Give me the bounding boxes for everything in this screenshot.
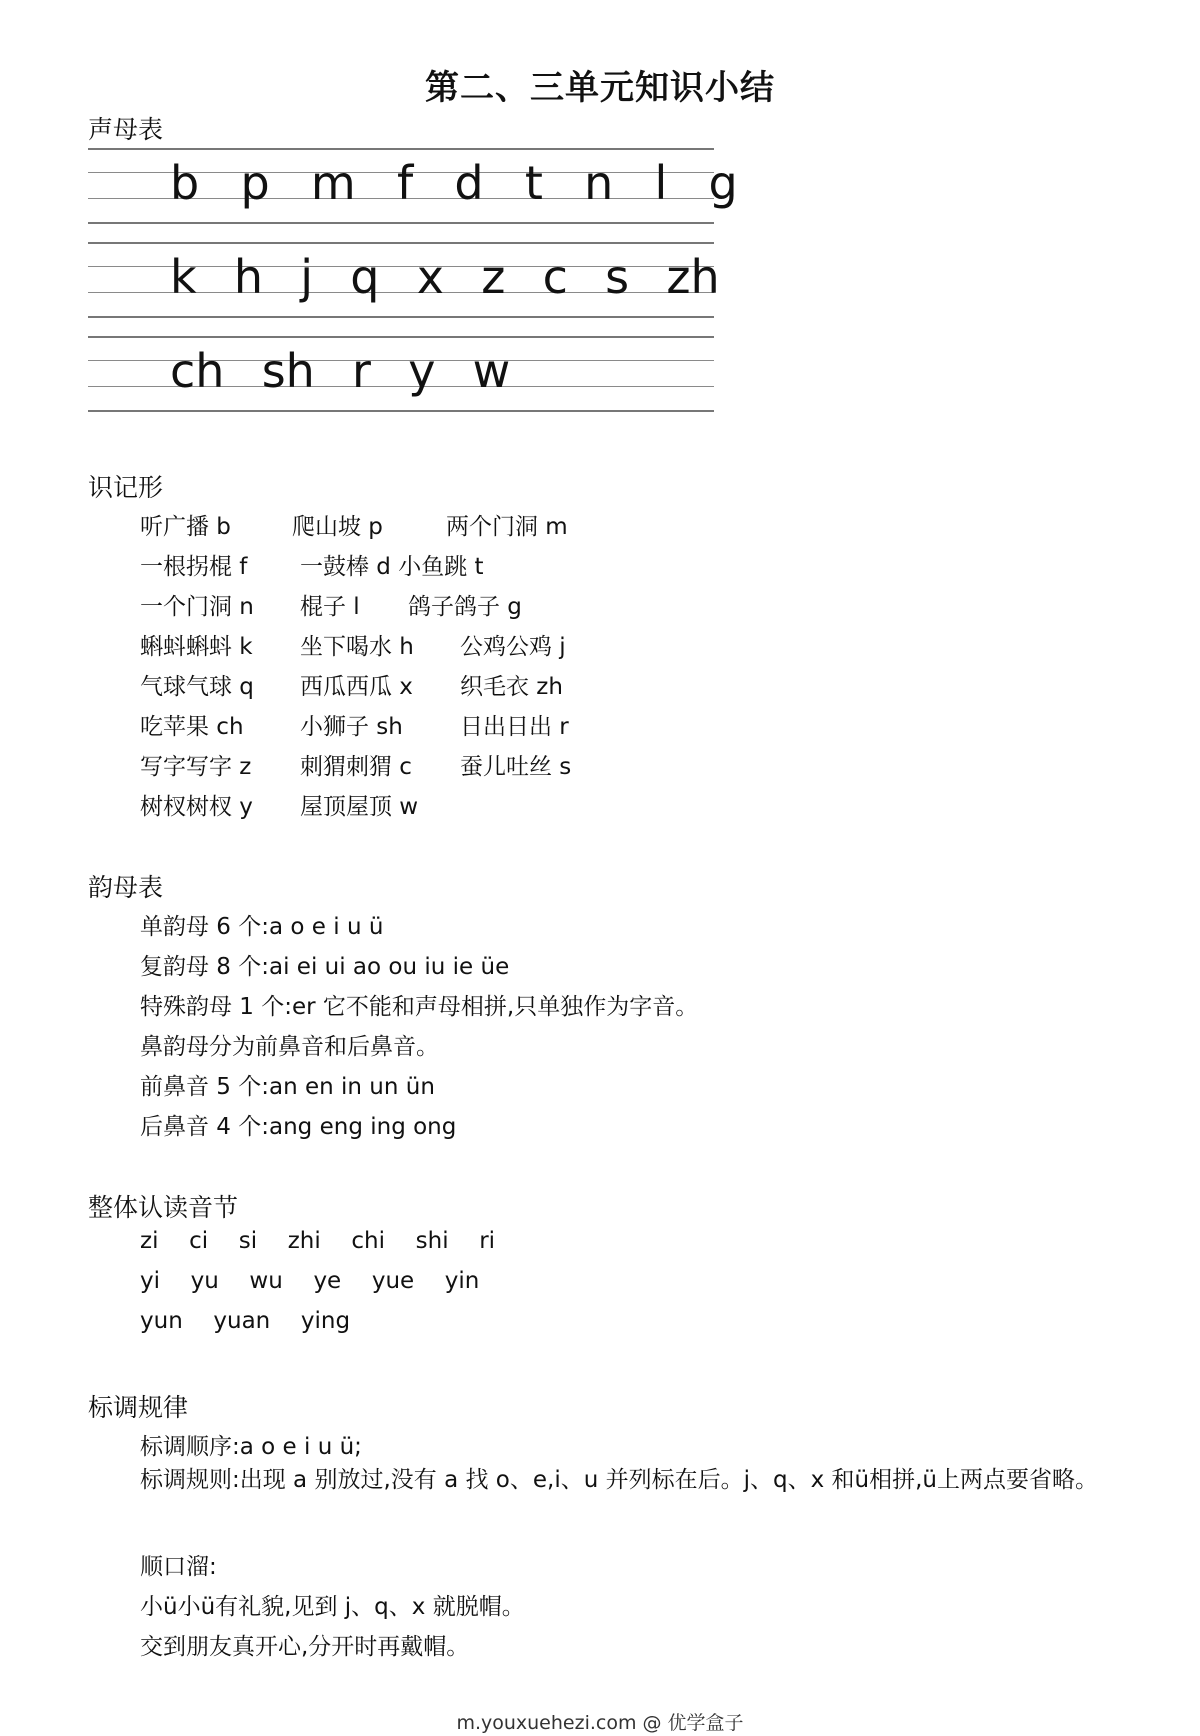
grid-line — [88, 336, 714, 338]
biaodiao-heading: 标调规律 — [88, 1393, 189, 1422]
memory-item: 刺猬刺猬 c — [300, 754, 412, 780]
writing-grid-row-2 — [88, 242, 720, 318]
memory-item: 吃苹果 ch — [140, 714, 244, 740]
grid-line — [88, 222, 714, 224]
shengmu-row-2: k h j q x z c s zh — [170, 250, 720, 304]
memory-item: 气球气球 q — [140, 674, 254, 700]
syllable-line: yun yuan ying — [140, 1308, 351, 1334]
memory-item: 织毛衣 zh — [460, 674, 563, 700]
memory-item: 西瓜西瓜 x — [300, 674, 413, 700]
memory-item: 两个门洞 m — [446, 514, 568, 540]
shengmu-heading: 声母表 — [88, 115, 164, 144]
rhyme-line: 交到朋友真开心,分开时再戴帽。 — [140, 1634, 470, 1660]
rhyme-line: 小ü小ü有礼貌,见到 j、q、x 就脱帽。 — [140, 1594, 525, 1620]
yunmu-line: 复韵母 8 个:ai ei ui ao ou iu ie üe — [140, 954, 510, 980]
yunmu-heading: 韵母表 — [88, 873, 164, 902]
memory-item: 一鼓棒 d 小鱼跳 t — [300, 554, 484, 580]
shengmu-row-1: b p m f d t n l g — [170, 156, 738, 210]
grid-line — [88, 316, 714, 318]
grid-line — [88, 410, 714, 412]
syllable-line: yi yu wu ye yue yin — [140, 1268, 480, 1294]
memory-item: 小狮子 sh — [300, 714, 403, 740]
memory-item: 蝌蚪蝌蚪 k — [140, 634, 253, 660]
memory-item: 屋顶屋顶 w — [300, 794, 419, 820]
writing-grid-row-1 — [88, 148, 738, 224]
yunmu-line: 后鼻音 4 个:ang eng ing ong — [140, 1114, 457, 1140]
shijixing-heading: 识记形 — [88, 473, 164, 502]
yunmu-line: 特殊韵母 1 个:er 它不能和声母相拼,只单独作为字音。 — [140, 994, 699, 1020]
memory-item: 听广播 b — [140, 514, 231, 540]
zhengti-heading: 整体认读音节 — [88, 1193, 239, 1222]
page-title: 第二、三单元知识小结 — [425, 68, 775, 108]
memory-item: 棍子 l — [300, 594, 360, 620]
memory-item: 日出日出 r — [460, 714, 569, 740]
writing-grid-row-3 — [88, 336, 714, 412]
memory-item: 爬山坡 p — [292, 514, 383, 540]
yunmu-line: 前鼻音 5 个:an en in un ün — [140, 1074, 435, 1100]
memory-item: 公鸡公鸡 j — [460, 634, 566, 660]
memory-item: 蚕儿吐丝 s — [460, 754, 572, 780]
memory-item: 坐下喝水 h — [300, 634, 414, 660]
yunmu-line: 单韵母 6 个:a o e i u ü — [140, 914, 384, 940]
footer-watermark: m.youxuehezi.com @ 优学盒子 — [456, 1712, 744, 1734]
tone-rule: 标调规则:出现 a 别放过,没有 a 找 o、e,i、u 并列标在后。j、q、x 和ü相拼,ü上两点要省略。 — [140, 1467, 1098, 1493]
memory-item: 树杈树杈 y — [140, 794, 253, 820]
memory-item: 鸽子鸽子 g — [408, 594, 522, 620]
yunmu-line: 鼻韵母分为前鼻音和后鼻音。 — [140, 1034, 439, 1060]
memory-item: 写字写字 z — [140, 754, 252, 780]
grid-line — [88, 242, 714, 244]
shengmu-row-3: ch sh r y w — [170, 344, 511, 398]
memory-item: 一个门洞 n — [140, 594, 254, 620]
memory-item: 一根拐棍 f — [140, 554, 248, 580]
rhyme-title: 顺口溜: — [140, 1554, 217, 1580]
grid-line — [88, 148, 714, 150]
tone-order: 标调顺序:a o e i u ü; — [140, 1434, 362, 1460]
syllable-line: zi ci si zhi chi shi ri — [140, 1228, 496, 1254]
